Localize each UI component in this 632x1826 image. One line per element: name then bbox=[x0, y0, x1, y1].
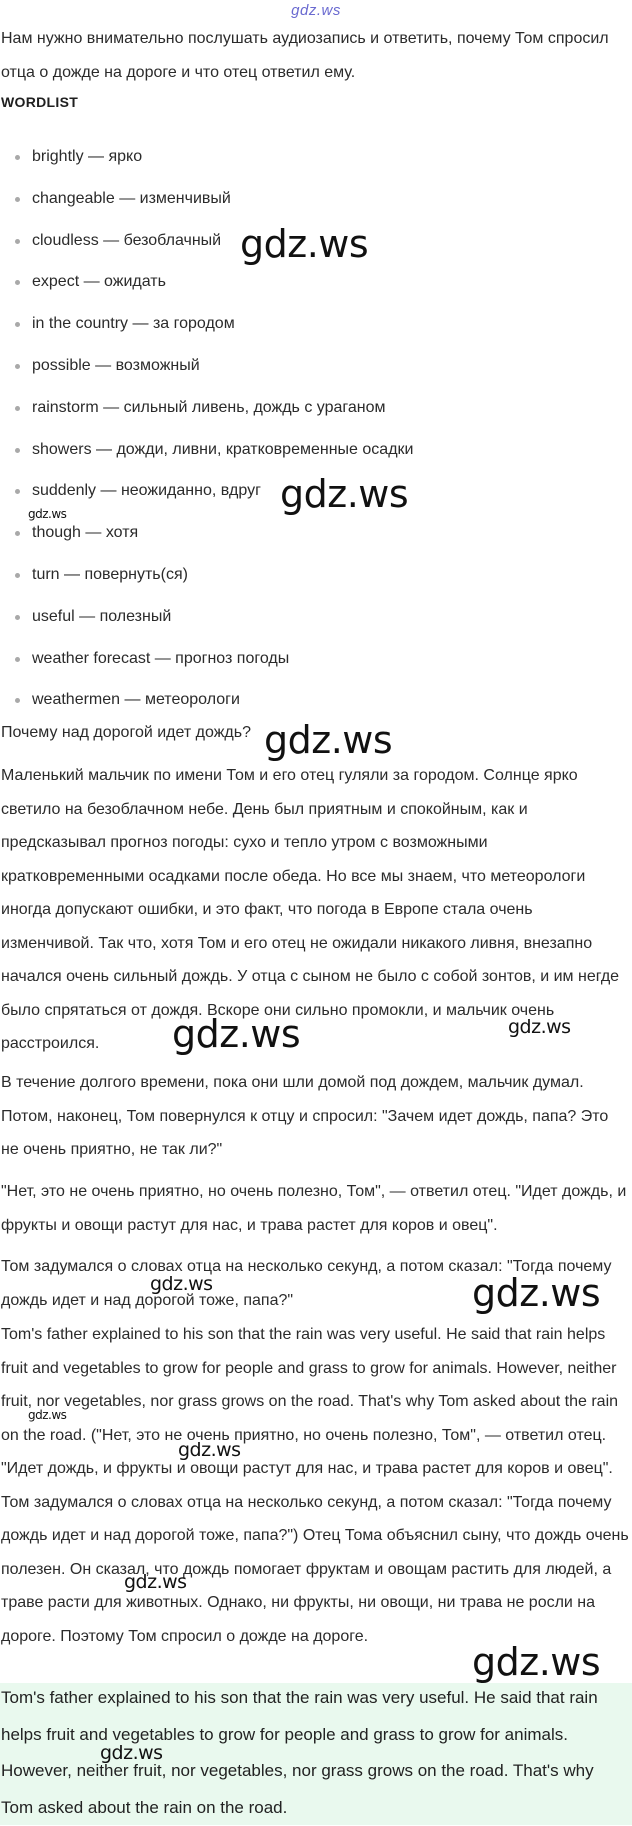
top-watermark: gdz.ws bbox=[291, 2, 341, 19]
word-entry: weathermen — метеорологи bbox=[32, 691, 240, 709]
story-paragraph-4: Том задумался о словах отца на несколько секунд, а потом сказал: "Тогда почему дождь идет и над дорогой тоже, папа?" bbox=[1, 1258, 612, 1309]
list-item bbox=[0, 348, 632, 390]
bullet-icon bbox=[15, 615, 20, 620]
word-entry: showers — дожди, ливни, кратковременные осадки bbox=[32, 440, 414, 458]
word-entry: brightly — ярко bbox=[32, 148, 143, 165]
watermark-logo: gdz.ws bbox=[280, 472, 409, 516]
word-entry: though — хотя bbox=[32, 524, 139, 542]
list-item bbox=[0, 432, 632, 474]
bullet-icon bbox=[15, 531, 20, 536]
word-entry: expect — ожидать bbox=[32, 273, 166, 291]
answer-with-translation: Tom's father explained to his son that the rain was very useful. He said that rain helps fruit and vegetables to grow for people and grass to grow for animals. However, neither fruit, nor vegetables, nor grass grows on the road. That's why Tom asked about the rain on the road. ("Нет, это не очень приятно, но очень полезно, Том", — ответил отец. "Идет дождь, и фрукты и овощи растут для нас, и трава растет для коров и овец". Том задумался о словах отца на несколько секунд, а потом сказал: "Тогда почему дождь идет и над дорогой тоже, папа?") Отец Тома объяснил сыну, что дождь очень полезен. Он сказал, что дождь помогает фруктам и овощам растить для людей, а траве расти для животных. Однако, ни фрукты, ни овощи, ни трава не росли на дороге. Поэтому Том спросил о дожде на дороге. bbox=[1, 1326, 629, 1645]
watermark-logo: gdz.ws bbox=[472, 1640, 601, 1684]
bullet-icon bbox=[15, 406, 20, 411]
bullet-icon bbox=[15, 280, 20, 285]
word-entry: useful — полезный bbox=[32, 607, 172, 625]
story-paragraph-2: В течение долгого времени, пока они шли домой под дождем, мальчик думал. Потом, наконец, Том повернулся к отцу и спросил: "Зачем идет дождь, папа? Это не очень приятно, не так ли?" bbox=[1, 1074, 609, 1158]
bullet-icon bbox=[15, 448, 20, 453]
watermark-logo: gdz.ws bbox=[264, 718, 393, 762]
list-item bbox=[0, 306, 632, 348]
bullet-icon bbox=[15, 489, 20, 494]
list-item bbox=[0, 181, 632, 223]
watermark-logo: gdz.ws bbox=[28, 507, 67, 521]
list-item bbox=[0, 139, 632, 181]
bullet-icon bbox=[15, 698, 20, 703]
word-entry: turn — повернуть(ся) bbox=[32, 565, 188, 583]
word-entry: possible — возможный bbox=[32, 356, 200, 374]
story-paragraph-1: Маленький мальчик по имени Том и его отец гуляли за городом. Солнце ярко светило на безоблачном небе. День был приятным и спокойным, как и предсказывал прогноз погоды: сухо и тепло утром с возможными кратковременными осадками после обеда. Но все мы знаем, что метеорологи иногда допускают ошибки, и это факт, что погода в Европе стала очень изменчивой. Так что, хотя Том и его отец не ожидали никакого ливня, внезапно начался очень сильный дождь. У отца с сыном не было с собой зонтов, и им негде было спрятаться от дождя. Вскоре они сильно промокли, и мальчик очень расстроился. bbox=[1, 767, 620, 1052]
watermark-logo: gdz.ws bbox=[240, 222, 369, 266]
bullet-icon bbox=[15, 239, 20, 244]
watermark-logo: gdz.ws bbox=[178, 1439, 241, 1461]
word-entry: weather forecast — прогноз погоды bbox=[32, 649, 290, 667]
watermark-logo: gdz.ws bbox=[28, 1408, 67, 1422]
bullet-icon bbox=[15, 322, 20, 327]
list-item bbox=[0, 641, 632, 683]
list-item bbox=[0, 599, 632, 641]
bullet-icon bbox=[15, 197, 20, 202]
word-entry: in the country — за городом bbox=[32, 315, 235, 333]
watermark-logo: gdz.ws bbox=[508, 1016, 571, 1038]
wordlist-heading: WORDLIST bbox=[1, 94, 79, 110]
answer-highlight-text: Tom's father explained to his son that the rain was very useful. He said that rain helps fruit and vegetables to grow for people and grass to grow for animals. However, neither fruit, nor vegetables, nor grass grows on the road. That's why Tom asked about the rain on the road. bbox=[1, 1688, 598, 1817]
list-item bbox=[0, 264, 632, 306]
story-paragraph-3: "Нет, это не очень приятно, но очень полезно, Том", — ответил отец. "Идет дождь, и фрукты и овощи растут для нас, и трава растет для коров и овец". bbox=[1, 1183, 627, 1234]
watermark-logo: gdz.ws bbox=[124, 1571, 187, 1593]
list-item bbox=[0, 390, 632, 432]
bullet-icon bbox=[15, 364, 20, 369]
list-item bbox=[0, 557, 632, 599]
watermark-logo: gdz.ws bbox=[172, 1012, 301, 1056]
word-entry: rainstorm — сильный ливень, дождь с ураганом bbox=[32, 398, 386, 416]
bullet-icon bbox=[15, 657, 20, 662]
bullet-icon bbox=[15, 155, 20, 160]
watermark-logo: gdz.ws bbox=[472, 1271, 601, 1315]
word-entry: cloudless — безоблачный bbox=[32, 231, 222, 249]
bullet-icon bbox=[15, 573, 20, 578]
watermark-logo: gdz.ws bbox=[100, 1742, 163, 1764]
watermark-logo: gdz.ws bbox=[150, 1273, 213, 1295]
list-item bbox=[0, 515, 632, 557]
intro-text: Нам нужно внимательно послушать аудиозапись и ответить, почему Том спросил отца о дожде на дороге и что отец ответил ему. bbox=[1, 30, 609, 81]
question-text: Почему над дорогой идет дождь? bbox=[1, 724, 251, 741]
word-entry: suddenly — неожиданно, вдруг bbox=[32, 482, 261, 500]
word-entry: changeable — изменчивый bbox=[32, 189, 231, 207]
